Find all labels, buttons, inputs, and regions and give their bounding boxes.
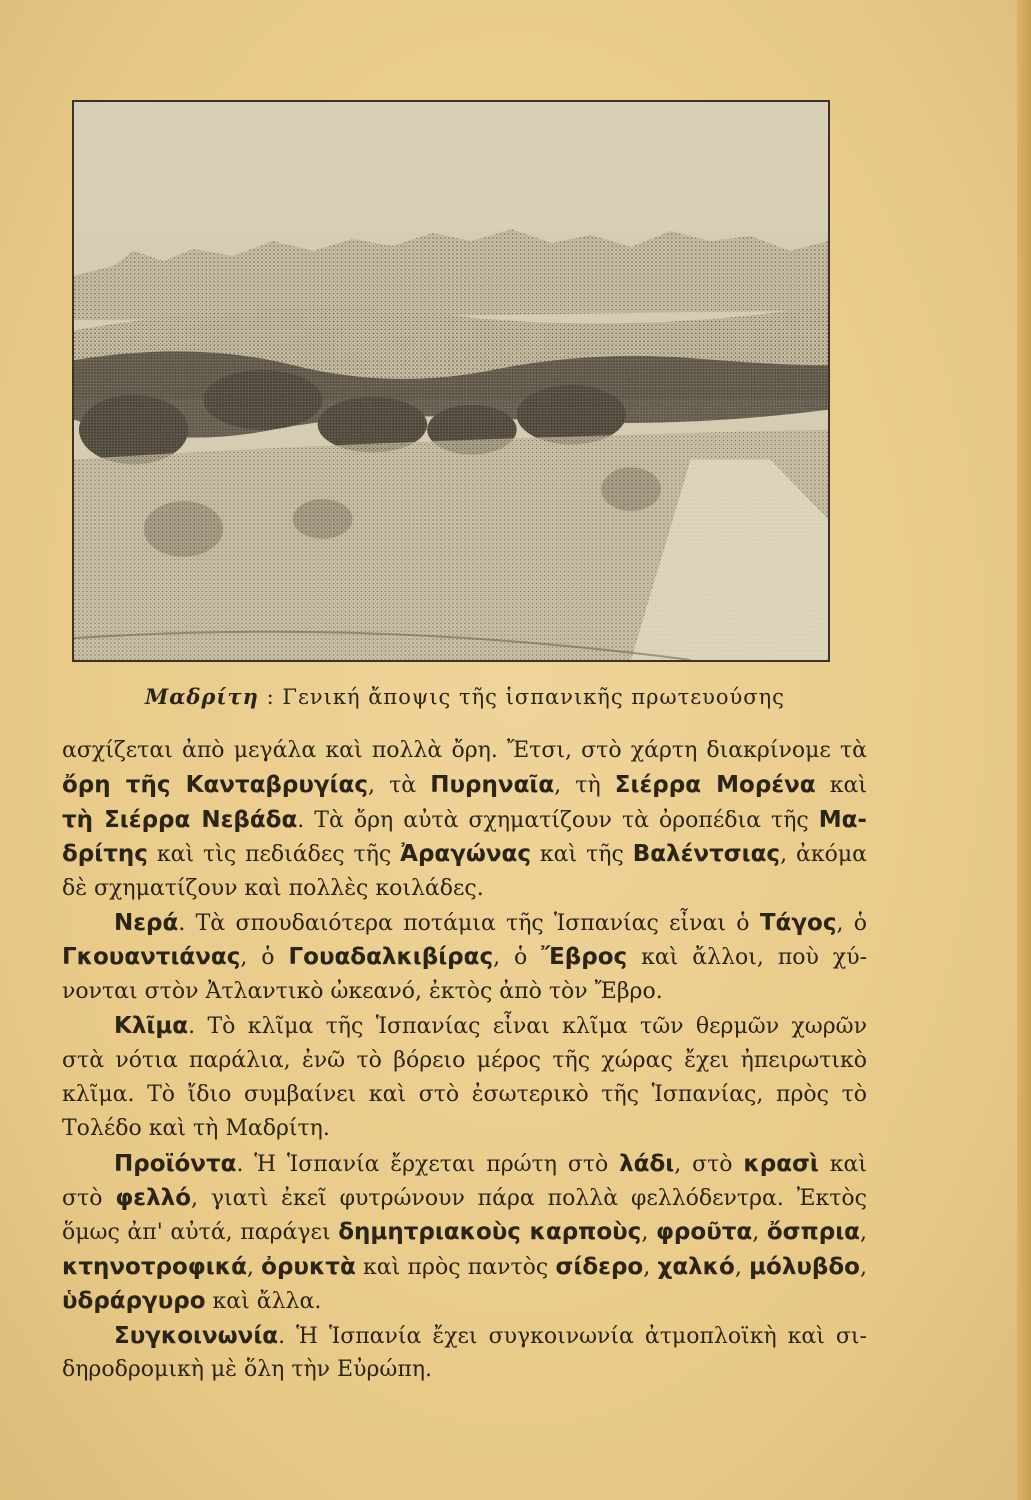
- text-line: ὄρη τῆς Κανταβρυγίας, τὰ Πυρηναῖα, τὴ Σιέρρα Μορένα καὶ: [62, 772, 867, 799]
- text-line: δηροδρομικὴ μὲ ὅλη τὴν Εὐρώπη.: [62, 1357, 432, 1383]
- text-line: δρίτης καὶ τὶς πεδιάδες τῆς Ἀραγώνας καὶ τῆς Βαλέντσιας, ἀκόμα: [62, 841, 867, 868]
- text-line: νονται στὸν Ἀτλαντικὸ ὠκεανό, ἐκτὸς ἀπὸ τὸν Ἔβρο.: [62, 978, 663, 1004]
- figure-caption: [145, 684, 845, 709]
- text-line: Γκουαντιάνας, ὁ Γουαδαλκιβίρας, ὁ Ἔβρος καὶ ἄλλοι, ποὺ χύ-: [62, 944, 867, 971]
- page-edge: [1017, 0, 1031, 1500]
- text-line: κτηνοτροφικά, ὀρυκτὰ καὶ πρὸς παντὸς σίδερο, χαλκό, μόλυβδο,: [62, 1253, 867, 1280]
- text-line: Νερά. Τὰ σπουδαιότερα ποτάμια τῆς Ἱσπανίας εἶναι ὁ Τάγος, ὁ: [114, 909, 868, 936]
- text-line: στὰ νότια παράλια, ἐνῶ τὸ βόρειο μέρος τῆς χώρας ἔχει ἠπειρωτικὸ: [62, 1047, 867, 1073]
- text-line: Τολέδο καὶ τὴ Μαδρίτη.: [62, 1116, 330, 1142]
- body-text: [62, 734, 867, 1387]
- text-line: στὸ φελλό, γιατὶ ἐκεῖ φυτρώνουν πάρα πολλὰ φελλόδεντρα. Ἐκτὸς: [62, 1185, 867, 1212]
- text-line: ὅμως ἀπ' αὐτά, παράγει δημητριακοὺς καρποὺς, φροῦτα, ὄσπρια,: [62, 1219, 867, 1246]
- text-line: Συγκοινωνία. Ἡ Ἱσπανία ἔχει συγκοινωνία ἀτμοπλοϊκὴ καὶ σι-: [114, 1322, 867, 1349]
- text-line: κλῖμα. Τὸ ἴδιο συμβαίνει καὶ στὸ ἐσωτερικὸ τῆς Ἱσπανίας, πρὸς τὸ: [62, 1081, 867, 1107]
- landscape-image: [74, 102, 828, 660]
- caption-text: : Γενική ἄποψις τῆς ἱσπανικῆς πρωτευούσης: [266, 685, 785, 709]
- text-line: ὑδράργυρο καὶ ἄλλα.: [62, 1288, 322, 1315]
- madrid-photograph: [72, 100, 830, 662]
- text-line: ασχίζεται ἀπὸ μεγάλα καὶ πολλὰ ὄρη. Ἔτσι, στὸ χάρτη διακρίνομε τὰ: [62, 738, 867, 763]
- text-line: τὴ Σιέρρα Νεβάδα. Τὰ ὄρη αὐτὰ σχηματίζουν τὰ ὀροπέδια τῆς Μα-: [62, 806, 867, 833]
- text-line: δὲ σχηματίζουν καὶ πολλὲς κοιλάδες.: [62, 875, 484, 901]
- text-line: Προϊόντα. Ἡ Ἱσπανία ἔρχεται πρώτη στὸ λάδι, στὸ κρασὶ καὶ: [114, 1150, 867, 1177]
- text-line: Κλῖμα. Τὸ κλῖμα τῆς Ἱσπανίας εἶναι κλῖμα τῶν θερμῶν χωρῶν: [114, 1013, 867, 1040]
- caption-place: Μαδρίτη: [145, 684, 259, 709]
